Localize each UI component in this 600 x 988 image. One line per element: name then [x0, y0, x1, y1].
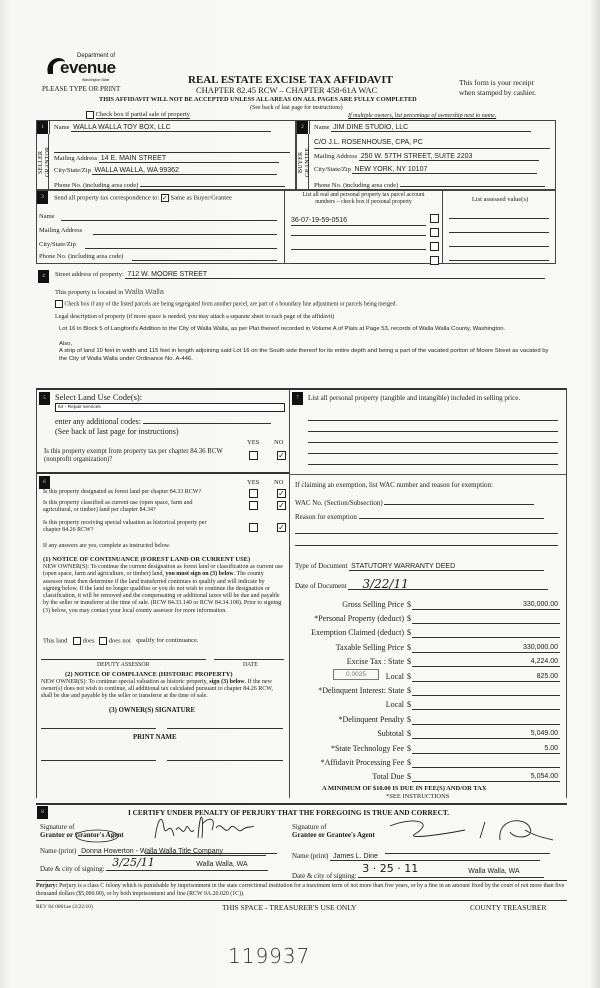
seller-city-field[interactable]: WALLA WALLA, WA 99362 [92, 167, 277, 175]
section-number-8: 8 [37, 806, 48, 819]
agency-name: evenue [60, 58, 116, 77]
parcel-number-field[interactable] [291, 255, 426, 264]
additional-codes-field[interactable] [143, 416, 271, 424]
amount-label: *State Technology Fee $ [330, 744, 411, 753]
amount-row [290, 715, 580, 727]
grantee-date-label: Date & city of signing: [292, 872, 357, 880]
buyer-grantee-label: BUYER GRANTEE [298, 147, 311, 177]
no-header: NO [274, 479, 284, 486]
buyer-name-label: Name [314, 124, 330, 131]
section-1-seller [36, 120, 296, 190]
forest-yes-checkbox[interactable] [249, 489, 258, 498]
amount-label: *Delinquent Penalty $ [338, 715, 411, 724]
reason-label: Reason for exemption [295, 513, 357, 521]
amount-value-field[interactable]: 825.00 [412, 672, 560, 682]
section-4-property [36, 268, 566, 386]
amount-label: Local $ [385, 700, 411, 709]
corr-phone-field[interactable] [132, 260, 277, 261]
grantor-signature-icon [150, 808, 260, 844]
yes-header: YES [247, 479, 260, 486]
minimum-note: A MINIMUM OF $10.00 IS DUE IN FEE(S) AND/OR TAX [322, 785, 487, 792]
street-address-field[interactable]: 712 W. MOORE STREET [125, 271, 545, 279]
corr-address-field[interactable] [93, 234, 277, 235]
segregated-checkbox[interactable] [55, 300, 63, 308]
personal-property-checkbox[interactable] [430, 214, 439, 223]
amount-label: Exemption Claimed (deduct) $ [311, 628, 411, 637]
section-6-designations [36, 472, 290, 798]
land-use-select[interactable]: 64 - Repair services [55, 403, 285, 412]
buyer-phone-field[interactable] [400, 179, 545, 187]
parcel-header: List all real and personal property tax parcel account numbers – check box if personal property [302, 192, 425, 205]
historic-no-checkbox[interactable]: ✓ [278, 523, 285, 532]
amount-row [290, 744, 580, 756]
parcel-number-field[interactable] [291, 241, 426, 250]
assessed-value-field[interactable] [449, 232, 549, 233]
seller-name-field[interactable]: WALLA WALLA TOY BOX, LLC [71, 124, 271, 132]
amount-value-field[interactable] [412, 686, 560, 696]
yes-header: YES [247, 439, 260, 446]
seller-name2-field[interactable] [54, 145, 290, 153]
treasurer-use-label: THIS SPACE - TREASURER'S USE ONLY [222, 903, 357, 912]
personal-property-checkbox[interactable] [430, 242, 439, 251]
seller-address-label: Mailing Address [54, 155, 98, 162]
section-5-land-use [36, 388, 290, 472]
notice2-body: NEW OWNER(S): To continue special valuation as historic property, sign (3) below. If the new owner(s) does not wish to continue, all additional tax calculated pursuant to chapter 84.26 RCW, shall be due and payable by the seller or transferor at the time of sale. [41, 679, 273, 699]
grantee-signature-icon [385, 812, 555, 846]
amount-row [290, 614, 580, 626]
local-rate-box[interactable]: 0.0025 [333, 669, 379, 680]
amount-value-field[interactable]: 5,049.00 [412, 729, 560, 739]
grantee-name-label: Name (print) [292, 852, 329, 860]
doc-type-label: Type of Document [295, 562, 348, 570]
no-header: NO [274, 439, 284, 446]
segregated-label: Check box if any of the listed parcels are being segregated from another parcel, are part of a boundary line adjustment or parcels being merged. [64, 301, 397, 308]
buyer-name-field[interactable]: JIM DINE STUDIO, LLC [331, 124, 531, 132]
deputy-assessor-signature-line[interactable] [41, 659, 206, 660]
amount-value-field[interactable] [412, 628, 560, 638]
located-field[interactable]: Walla Walla [124, 287, 164, 296]
reason-line[interactable] [295, 545, 558, 546]
amount-label: *Affidavit Processing Fee $ [320, 758, 411, 767]
amount-row [290, 686, 580, 698]
amount-label: Local $ [385, 672, 411, 681]
personal-property-checkbox[interactable] [430, 228, 439, 237]
amount-row [290, 628, 580, 640]
send-correspondence-label: Send all property tax correspondence to: [54, 194, 160, 202]
buyer-city-label: City/State/Zip [314, 166, 351, 173]
amount-value-field[interactable]: 5.00 [412, 744, 560, 754]
form-title: REAL ESTATE EXCISE TAX AFFIDAVIT [188, 74, 393, 86]
partial-sale-checkbox[interactable] [86, 111, 94, 119]
does-not-qualify-checkbox[interactable] [99, 637, 107, 645]
personal-property-line[interactable] [308, 442, 558, 443]
grantor-name-field[interactable]: Donna Howerton - Walla Walla Title Company [78, 848, 266, 856]
section-number-2: 2 [297, 121, 308, 134]
amount-row [290, 600, 580, 612]
does-qualify-checkbox[interactable] [73, 637, 81, 645]
notice2-title: (2) NOTICE OF COMPLIANCE (HISTORIC PROPERTY) [65, 671, 233, 678]
wac-field[interactable] [384, 497, 534, 505]
please-type: PLEASE TYPE OR PRINT [42, 85, 121, 93]
amount-label: Taxable Selling Price $ [335, 643, 411, 652]
grantor-sig-label: Signature of Grantor or Grantor's Agent [40, 823, 124, 839]
exempt-question: Is this property exempt from property tax per chapter 84.36 RCW (nonprofit organization)? [44, 448, 223, 463]
street-label: Street address of property: [55, 271, 124, 278]
amount-label: *Delinquent Interest: State $ [318, 686, 411, 695]
forest-no-checkbox[interactable]: ✓ [278, 489, 285, 498]
reason-line[interactable] [295, 533, 558, 534]
amount-label: Excise Tax : State $ [346, 657, 411, 666]
current-use-no-checkbox[interactable]: ✓ [278, 501, 285, 510]
buyer-address-field[interactable]: 250 W. 57TH STREET, SUITE 2203 [359, 153, 539, 161]
personal-property-line[interactable] [308, 420, 558, 421]
owner-signature-line-1[interactable] [41, 728, 156, 729]
current-use-question: Is this property classified as current use (open space, farm and agricultural, or timber) land per chapter 84.34? [43, 500, 193, 513]
buyer-name2-field[interactable]: C/O J.L. ROSENHOUSE, CPA, PC [314, 139, 550, 149]
amount-label: Total Due $ [372, 772, 411, 781]
print-name-label: PRINT NAME [133, 734, 177, 741]
parcel-row-3 [291, 251, 439, 269]
buyer-city-field[interactable]: NEW YORK, NY 10107 [352, 166, 537, 174]
agent-circle-icon [74, 828, 120, 844]
dor-logo [44, 50, 124, 86]
exempt-no-checkbox[interactable]: ✓ [278, 451, 285, 460]
does-label: does [82, 637, 95, 645]
seller-name-label: Name [54, 124, 70, 131]
handwritten-number: 119937 [228, 944, 311, 968]
parcel-number-field[interactable]: 36-07-19-59-0516 [291, 217, 426, 226]
amount-value-field[interactable] [412, 614, 560, 624]
historic-yes-checkbox[interactable] [249, 523, 258, 532]
amount-value-field[interactable] [412, 700, 560, 710]
current-use-yes-checkbox[interactable] [249, 501, 258, 510]
grantee-date-field[interactable]: 3 · 25 · 11 Walla Walla, WA [358, 866, 544, 878]
section-number-5: 5 [39, 392, 50, 405]
agency-top: Department of [77, 53, 116, 59]
instructions-note: (See back of last page for instructions) [250, 105, 343, 111]
section-number-6: 6 [39, 476, 50, 489]
additional-codes-label: enter any additional codes: [55, 417, 141, 426]
seller-city-label: City/State/Zip [54, 167, 91, 174]
buyer-phone-label: Phone No. (including area code) [314, 182, 399, 189]
personal-property-label: List all personal property (tangible and intangible) included in selling price. [308, 394, 521, 402]
doc-type-field[interactable]: STATUTORY WARRANTY DEED [349, 563, 544, 571]
assessed-header: List assessed value(s) [471, 196, 529, 203]
located-label: This property is located in [55, 289, 124, 296]
see-instructions-note: *SEE INSTRUCTIONS [386, 793, 450, 800]
amount-label: Subtotal $ [377, 729, 411, 738]
seller-address-field[interactable]: 14 E. MAIN STREET [99, 155, 279, 163]
assessed-value-field[interactable] [449, 246, 549, 247]
amount-row [290, 643, 580, 655]
personal-property-line[interactable] [308, 464, 558, 465]
exemption-label: If claiming an exemption, list WAC number and reason for exemption: [295, 481, 493, 489]
section-2-buyer [296, 120, 556, 190]
corr-name-label: Name [39, 213, 55, 220]
doc-date-label: Date of Document [295, 582, 347, 590]
county-treasurer-label: COUNTY TREASURER [470, 903, 547, 912]
amount-row [290, 700, 580, 712]
amount-value-field[interactable]: 330,000.00 [412, 600, 560, 610]
amount-row [290, 758, 580, 770]
corr-name-field[interactable] [61, 220, 277, 221]
grantor-date-label: Date & city of signing: [40, 865, 105, 873]
qualify-label: qualify for continuance. [136, 637, 199, 645]
if-yes-note: If any answers are yes, complete as instructed below. [43, 543, 171, 549]
amount-value-field[interactable]: 4,224.00 [412, 657, 560, 667]
does-not-label: does not [108, 637, 131, 645]
print-name-line-2[interactable] [167, 760, 283, 761]
section-number-4: 4 [38, 270, 49, 283]
print-name-line-1[interactable] [41, 760, 156, 761]
land-use-label: Select Land Use Code(s): [55, 392, 143, 402]
seller-phone-field[interactable] [140, 179, 285, 187]
perjury-notice: Perjury: Perjury is a class C felony which is punishable by imprisonment in the state correctional institution for a maximum term of not more than five years, or by a fine in an amount fixed by the court of not more than five thousand dollars ($5,000.00), or by both imprisonment and fine (RCW 9A.20.020 (1C)). [36, 883, 565, 897]
grantor-date-field[interactable]: 3/25/11 Walla Walla, WA [106, 859, 268, 871]
form-warning: THIS AFFIDAVIT WILL NOT BE ACCEPTED UNLESS ALL AREAS ON ALL PAGES ARE FULLY COMPLETED [99, 96, 417, 103]
assessor-date-line[interactable] [214, 659, 284, 660]
amount-row [290, 657, 580, 669]
amount-value-field[interactable]: 5,054.00 [412, 772, 560, 782]
this-land-label: This land [43, 637, 68, 645]
owner-signature-line-2[interactable] [167, 728, 283, 729]
amount-value-field[interactable] [412, 715, 560, 725]
assessed-value-field[interactable] [449, 260, 549, 261]
amount-label: *Personal Property (deduct) $ [314, 614, 411, 623]
assessed-value-field[interactable] [449, 218, 549, 219]
form-chapters: CHAPTER 82.45 RCW – CHAPTER 458-61A WAC [196, 85, 378, 95]
buyer-address-label: Mailing Address [314, 153, 358, 160]
owner-signature-label: (3) OWNER(S) SIGNATURE [109, 707, 195, 714]
forest-land-question: Is this property designated as forest land per chapter 84.33 RCW? [43, 489, 202, 495]
historic-question: Is this property receiving special valuation as historical property per chapter 84.26 RCW? [43, 520, 207, 533]
seller-phone-label: Phone No. (including area code) [54, 182, 139, 189]
doc-date-field[interactable]: 3/22/11 [348, 577, 548, 590]
amount-value-field[interactable]: 330,000.00 [412, 643, 560, 653]
corr-phone-label: Phone No. (including area code) [39, 253, 124, 260]
seller-grantor-label: SELLER GRANTOR [38, 146, 51, 178]
deputy-assessor-label: DEPUTY ASSESSOR [97, 662, 150, 668]
amount-value-field[interactable] [412, 758, 560, 768]
date-label: DATE [243, 662, 258, 668]
legal-label: Legal description of property (if more space is needed, you may attach a separate sheet to each page of the affidavit) [55, 314, 335, 320]
section-number-3: 3 [37, 191, 48, 204]
multiple-owners-note: If multiple owners, list percentage of ownership next to name. [348, 113, 497, 119]
grantor-name-label: Name (print) [40, 847, 77, 855]
notice1-title: (1) NOTICE OF CONTINUANCE (FOREST LAND OR CURRENT USE) [43, 556, 251, 563]
partial-sale-label: Check box if partial sale of property [95, 111, 190, 119]
grantee-sig-label: Signature of Grantee or Grantee's Agent [292, 823, 375, 839]
receipt-note-2: when stamped by cashier. [459, 88, 537, 97]
partial-sale-row [86, 111, 190, 119]
personal-property-checkbox[interactable] [430, 256, 439, 265]
parcel-number-field[interactable] [291, 227, 426, 236]
legal-description[interactable]: Lot 16 in Block 5 of Langford's Addition to the City of Walla Walla, as per Plat thereof recorded in Volume A of Plats at Page 53, records of Walla Walla County, Washington. Also, A strip of land 10 feet in width and 115 feet in length adjoining said Lot 16 on the South side thereof for its entire depth and being a part of the vacated portion of Moore Street as vacated by the City of Walla Walla under Ordinance No. A-446. [59, 326, 549, 362]
personal-property-line[interactable] [308, 431, 558, 432]
grantee-name-field[interactable]: James L. Dine [330, 853, 540, 861]
reason-field[interactable] [359, 511, 544, 519]
wac-label: WAC No. (Section/Subsection) [295, 499, 383, 507]
see-back-note: (See back of last page for instructions) [55, 427, 179, 436]
form-id: REV 84 0001ae (2/22/10) [36, 904, 93, 910]
amount-row [290, 729, 580, 741]
amount-label: Gross Selling Price $ [342, 600, 411, 609]
section-number-1: 1 [37, 121, 48, 134]
exempt-yes-checkbox[interactable] [249, 451, 258, 460]
personal-property-line[interactable] [308, 453, 558, 454]
receipt-note-1: This form is your receipt [459, 78, 534, 87]
same-as-buyer-checkbox[interactable]: ✓ [161, 194, 168, 202]
amount-row [290, 672, 580, 684]
notice1-body: NEW OWNER(S): To continue the current designation as forest land or classification as current use (open space, farm and agriculture, or timber) land, you must sign on (3) below. The county assessor must then determine if the land transferred continues to qualify and will indicate by signing below. If the land no longer qualifies or you do not wish to continue the designation or classification, it will be removed and the compensating or additional taxes will be due and payable by the seller or transferor at the time of sale. (RCW 84.33.140 or RCW 84.34.108). Prior to signing (3) below, you may contact your local county assessor for more information. [43, 564, 283, 614]
same-as-buyer-label: Same as Buyer/Grantee [170, 194, 232, 202]
agency-state: Washington State [82, 78, 110, 82]
corr-city-field[interactable] [85, 248, 277, 249]
certify-statement: I CERTIFY UNDER PENALTY OF PERJURY THAT THE FOREGOING IS TRUE AND CORRECT. [128, 808, 450, 817]
amount-row [290, 772, 580, 784]
section-3-correspondence [36, 190, 556, 264]
corr-city-label: City/State/Zip [39, 241, 76, 248]
section-number-7: 7 [292, 392, 303, 405]
corr-address-label: Mailing Address [39, 227, 83, 234]
